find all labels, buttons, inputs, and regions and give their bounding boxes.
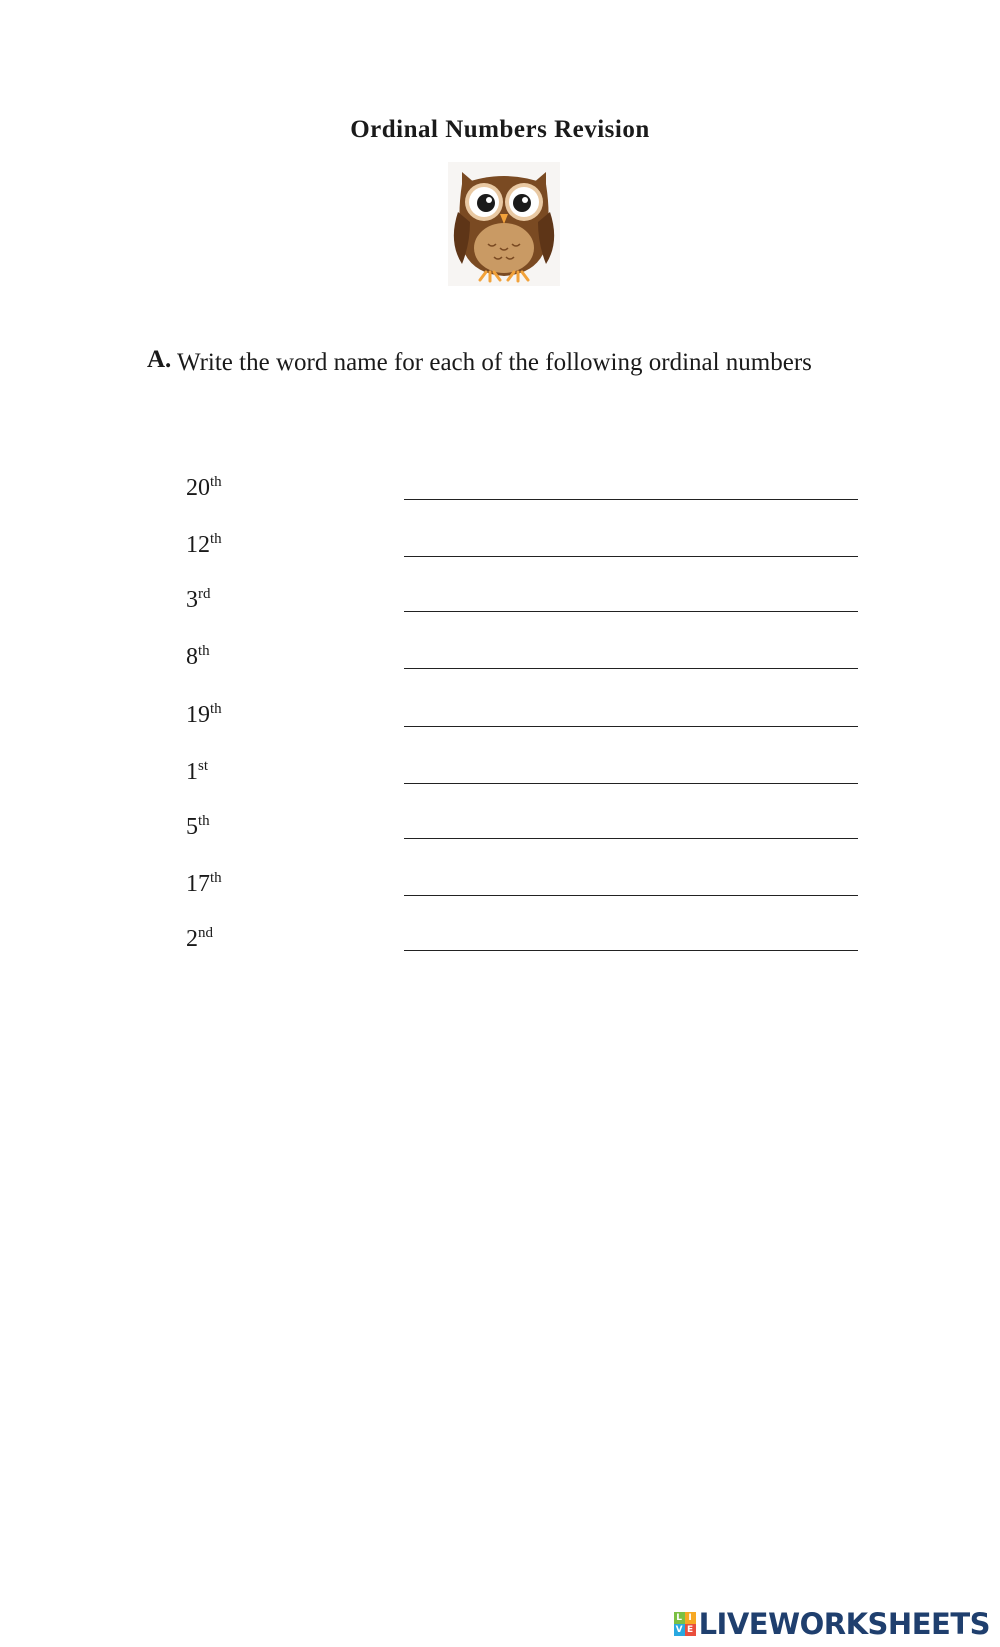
ordinal-row [0,474,1000,514]
ordinal-label: 12th [186,531,222,558]
ordinal-row [0,643,1000,683]
brand-name: LIVEWORKSHEETS [698,1607,990,1641]
logo-block: V [674,1624,685,1636]
answer-line[interactable] [404,668,858,669]
answer-line[interactable] [404,556,858,557]
answer-line[interactable] [404,895,858,896]
logo-block: I [685,1612,696,1624]
answer-line[interactable] [404,950,858,951]
ordinal-row [0,531,1000,571]
section-instruction: Write the word name for each of the following ordinal numbers [177,349,812,376]
answer-line[interactable] [404,499,858,500]
ordinal-label: 19th [186,701,222,728]
ordinal-row [0,870,1000,910]
logo-block: L [674,1612,685,1624]
ordinal-label: 2nd [186,925,213,952]
ordinal-label: 8th [186,643,210,670]
answer-line[interactable] [404,726,858,727]
answer-line[interactable] [404,783,858,784]
ordinal-label: 20th [186,474,222,501]
worksheet-title: Ordinal Numbers Revision [350,116,650,143]
ordinal-row [0,701,1000,741]
liveworksheets-logo[interactable] [674,1607,990,1641]
ordinal-label: 3rd [186,586,211,613]
ordinal-row [0,925,1000,965]
ordinal-label: 1st [186,758,209,785]
logo-blocks-icon [674,1612,696,1636]
ordinal-row [0,758,1000,798]
ordinal-label: 17th [186,870,222,897]
logo-block: E [685,1624,696,1636]
owl-icon [448,162,560,286]
answer-line[interactable] [404,838,858,839]
answer-line[interactable] [404,611,858,612]
ordinal-label: 5th [186,813,210,840]
section-letter: A. [147,346,172,373]
ordinal-row [0,586,1000,626]
ordinal-row [0,813,1000,853]
